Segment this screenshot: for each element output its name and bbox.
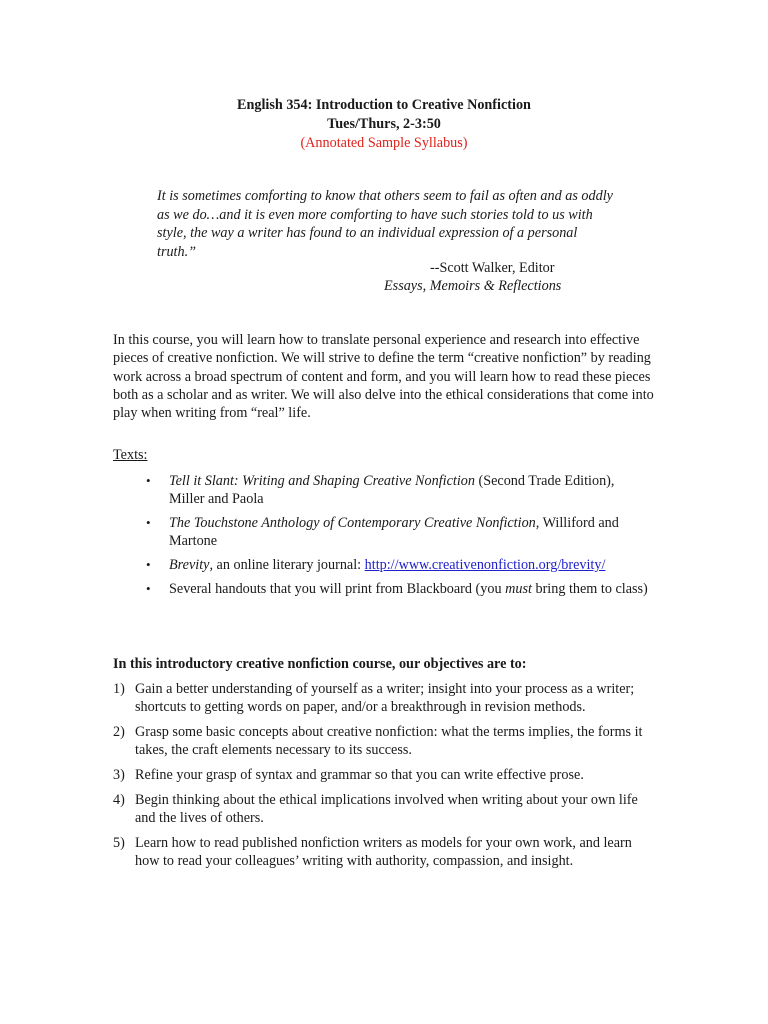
text-emphasis: must <box>505 581 532 597</box>
bullet-icon: • <box>146 557 151 572</box>
course-description: In this course, you will learn how to translate personal experience and research into effective pieces of creative nonfiction. We will strive to define the term “creative nonfiction” by reading work across a broad spectrum of content and form, and you will learn how to read these pieces both as a scholar and as writer. We will also delve into the ethical considerations that come into play when writing from “real” life. <box>113 332 654 422</box>
text-details: , an online literary journal: <box>209 557 365 573</box>
text-title: Brevity <box>169 557 210 573</box>
list-item <box>113 472 653 508</box>
objective-text: Grasp some basic concepts about creative nonfiction: what the terms implies, the forms it takes, the craft elements necessary to its success. <box>135 724 643 758</box>
text-details: (Second Trade Edition), Miller and Paola <box>169 473 615 507</box>
course-title: English 354: Introduction to Creative Nonfiction <box>237 97 531 113</box>
course-schedule: Tues/Thurs, 2-3:50 <box>327 116 441 132</box>
list-number: 2) <box>113 724 125 740</box>
syllabus-subtitle: (Annotated Sample Syllabus) <box>300 135 468 151</box>
objectives-heading: In this introductory creative nonfiction course, our objectives are to: <box>113 656 527 672</box>
list-item <box>113 791 643 827</box>
list-item <box>113 556 653 574</box>
brevity-link[interactable]: http://www.creativenonfiction.org/brevity/ <box>364 557 606 573</box>
objectives-list <box>113 680 643 877</box>
list-item <box>113 723 643 759</box>
list-item <box>113 580 653 598</box>
objective-text: Refine your grasp of syntax and grammar so that you can write effective prose. <box>135 767 584 783</box>
list-number: 5) <box>113 835 125 851</box>
epigraph-text: It is sometimes comforting to know that others seem to fail as often and as oddly as we do…and it is even more comforting to have such stories told to us with style, the way a writer has found to an individual expression of a personal truth.” <box>157 188 613 260</box>
list-number: 3) <box>113 767 125 783</box>
list-item <box>113 514 653 550</box>
texts-list <box>113 472 653 604</box>
objective-text: Learn how to read published nonfiction writers as models for your own work, and learn how to read your colleagues’ writing with authority, compassion, and insight. <box>135 835 632 869</box>
objective-text: Gain a better understanding of yourself as a writer; insight into your process as a writer; shortcuts to getting words on paper, and/or a breakthrough in revision methods. <box>135 681 635 715</box>
epigraph-quote <box>157 187 617 261</box>
bullet-icon: • <box>146 473 151 488</box>
text-details: bring them to class) <box>531 581 648 597</box>
text-title: Tell it Slant: Writing and Shaping Creative Nonfiction <box>169 473 475 489</box>
text-title: The Touchstone Anthology of Contemporary Creative Nonfiction, <box>169 515 540 531</box>
text-details: Several handouts that you will print from Blackboard (you <box>169 581 506 597</box>
epigraph-attribution: --Scott Walker, Editor <box>430 260 555 276</box>
objective-text: Begin thinking about the ethical implications involved when writing about your own life and the lives of others. <box>135 792 638 826</box>
epigraph-source: Essays, Memoirs & Reflections <box>384 278 562 294</box>
list-number: 1) <box>113 681 125 697</box>
bullet-icon: • <box>146 515 151 530</box>
syllabus-header <box>0 96 768 153</box>
list-item <box>113 680 643 716</box>
text-details: Williford and Martone <box>169 515 619 549</box>
list-item <box>113 834 643 870</box>
bullet-icon: • <box>146 581 151 596</box>
texts-label: Texts: <box>113 447 148 463</box>
list-item <box>113 766 643 784</box>
list-number: 4) <box>113 792 125 808</box>
